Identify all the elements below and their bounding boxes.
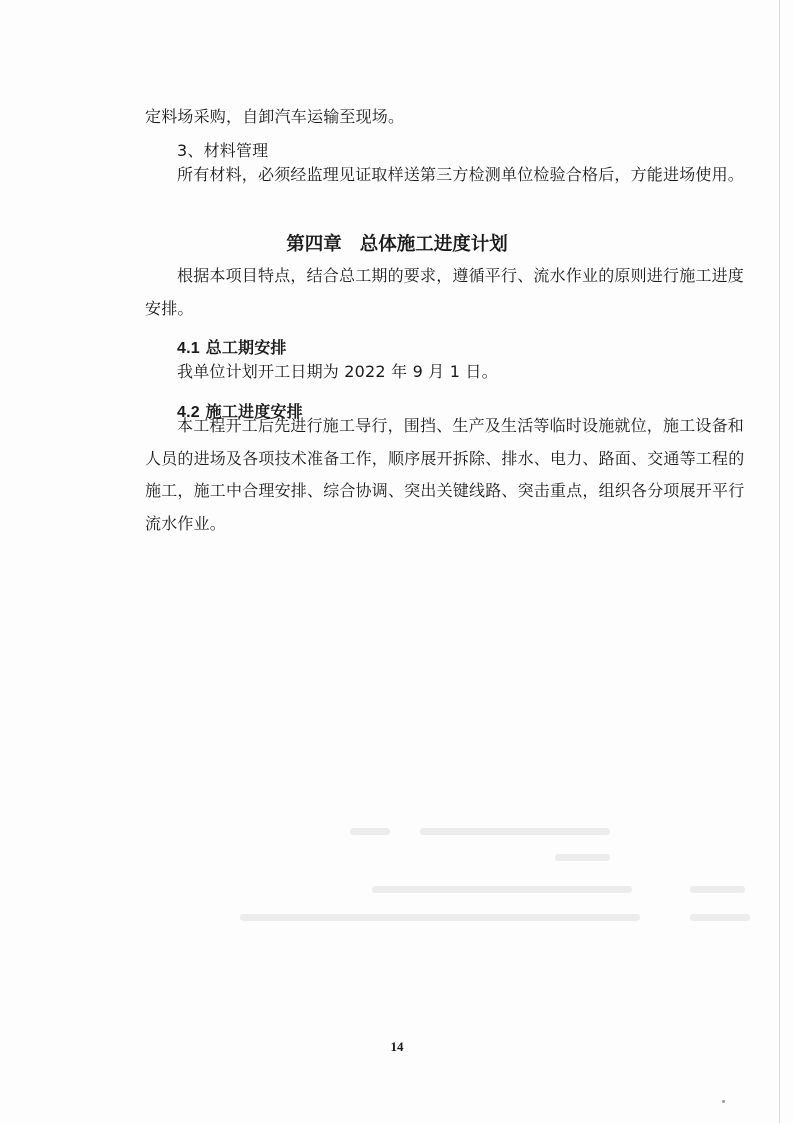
- material-heading: 3、材料管理: [177, 141, 269, 160]
- bleed-through-mark: [555, 854, 610, 861]
- bleed-through-mark: [690, 914, 750, 921]
- continuation-line: 定料场采购，自卸汽车运输至现场。: [145, 107, 405, 126]
- section-heading-4-1: [177, 338, 287, 359]
- bleed-through-mark: [372, 886, 632, 893]
- section-number: 4.1: [177, 340, 200, 357]
- bleed-through-mark: [420, 828, 610, 835]
- chapter-title: 总体施工进度计划: [359, 234, 508, 255]
- section-title: 总工期安排: [205, 338, 287, 357]
- scan-speck: [722, 1100, 725, 1103]
- intro-paragraph: 根据本项目特点，结合总工期的要求，遵循平行、流水作业的原则进行施工进度安排。: [145, 266, 745, 318]
- section-text-4-2: 本工程开工后先进行施工导行，围挡、生产及生活等临时设施就位，施工设备和人员的进场及各项技术准备工作，顺序展开拆除、排水、电力、路面、交通等工程的施工，施工中合理安排、综合协调、突出关键线路、突击重点，组织各分项展开平行流水作业。: [145, 416, 745, 533]
- bleed-through-mark: [690, 886, 745, 893]
- material-text: 所有材料，必须经监理见证取样送第三方检测单位检验合格后，方能进场使用。: [177, 165, 745, 184]
- page-number: 14: [390, 1039, 404, 1054]
- bleed-through-mark: [240, 914, 640, 921]
- chapter-number: 第四章: [286, 234, 342, 255]
- chapter-heading: [0, 233, 794, 257]
- section-title: 施工进度安排: [205, 402, 303, 421]
- section-text-4-1: 我单位计划开工日期为 2022 年 9 月 1 日。: [177, 362, 498, 381]
- section-number: 4.2: [177, 404, 200, 421]
- bleed-through-mark: [350, 828, 390, 835]
- scan-edge-line: [779, 0, 780, 1123]
